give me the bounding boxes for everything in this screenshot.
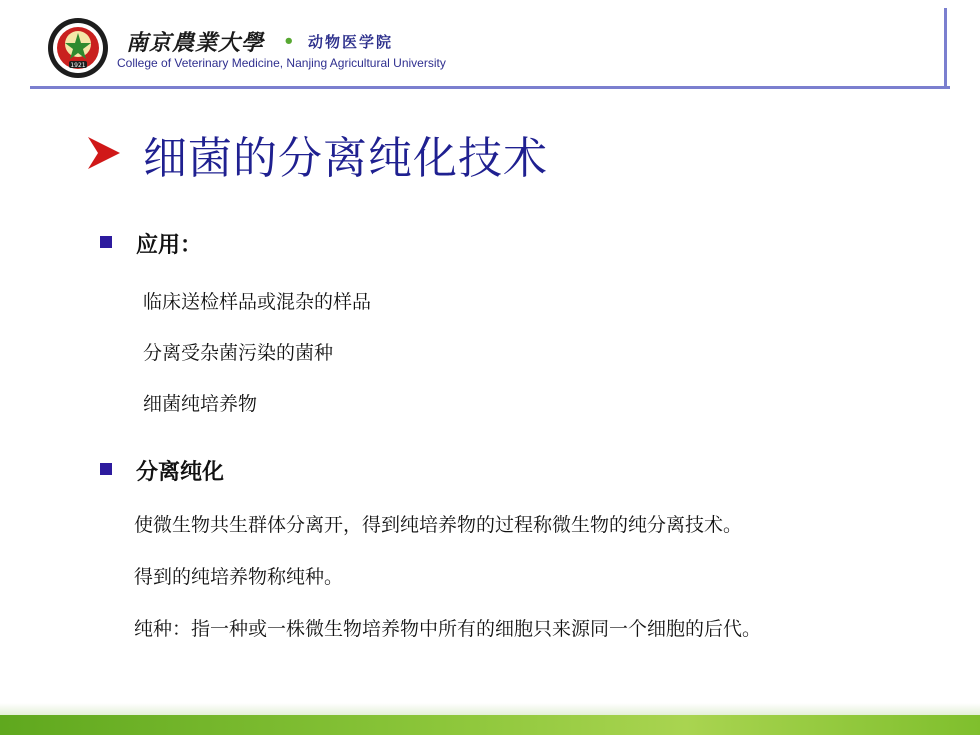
svg-text:1921: 1921 [70, 62, 86, 69]
university-seal-icon [47, 17, 109, 79]
header-separator: • [283, 31, 295, 52]
arrowhead-icon [86, 135, 122, 171]
list-item: 细菌纯培养物 [143, 393, 258, 415]
section-heading: 应用： [136, 233, 203, 258]
slide-header [0, 0, 980, 92]
college-name-cn: 动物医学院 [308, 33, 394, 51]
list-item: 分离受杂菌污染的菌种 [143, 342, 334, 364]
slide-title: 细菌的分离纯化技术 [143, 133, 548, 184]
square-bullet-icon [100, 236, 112, 248]
list-item: 纯种：指一种或一株微生物培养物中所有的细胞只来源同一个细胞的后代。 [134, 618, 762, 640]
list-item: 使微生物共生群体分离开，得到纯培养物的过程称微生物的纯分离技术。 [134, 514, 743, 536]
list-item: 得到的纯培养物称纯种。 [134, 566, 344, 588]
section-heading: 分离纯化 [136, 460, 225, 485]
university-name-cn: 南京農業大學 [126, 30, 265, 56]
list-item: 临床送检样品或混杂的样品 [143, 291, 372, 313]
header-divider [30, 86, 950, 89]
college-name-en: College of Veterinary Medicine, Nanjing Agricultural University [117, 56, 446, 70]
footer-bar [0, 715, 980, 735]
header-corner-line [944, 8, 947, 88]
square-bullet-icon [100, 463, 112, 475]
footer-glow [0, 703, 980, 715]
